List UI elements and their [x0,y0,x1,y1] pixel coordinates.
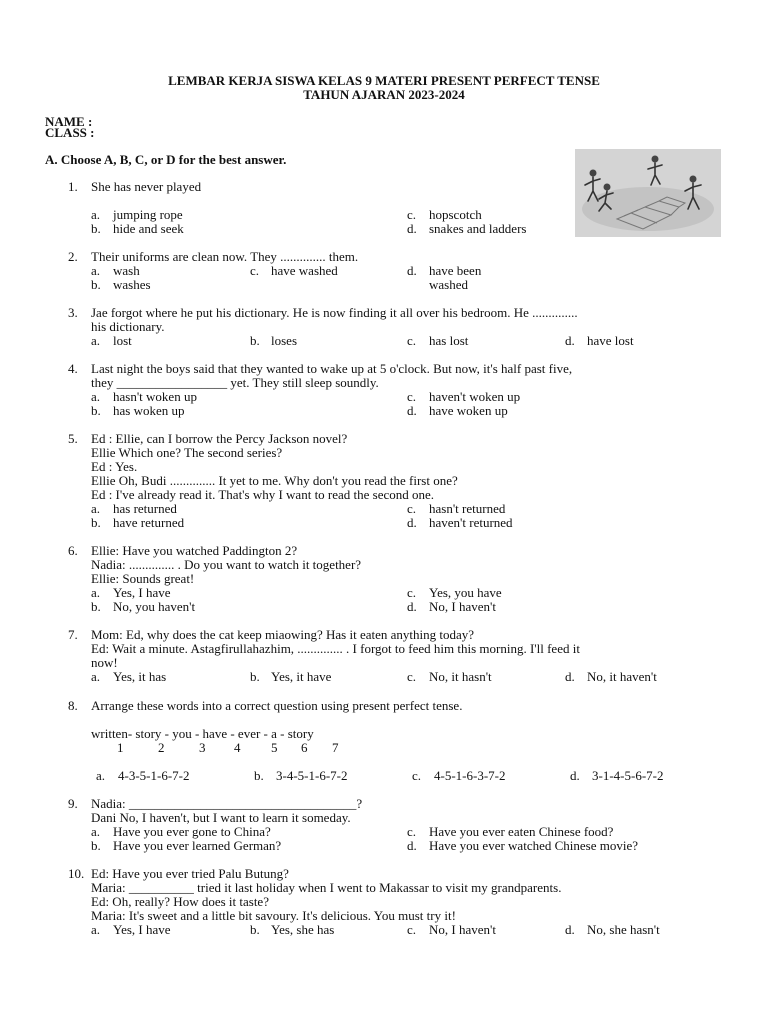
dialogue-line: Ed : I've already read it. That's why I want to read the second one. [91,487,435,502]
question-8-number: 8. [68,698,78,713]
option-text: No, I haven't [429,599,496,614]
dialogue-line: Nadia: .............. . Do you want to watch it together? [91,557,362,572]
option-text: Yes, she has [271,922,335,937]
option-label: b. [91,515,101,530]
option-text: hide and seek [113,221,184,236]
hopscotch-illustration [575,149,721,237]
option-label: a. [91,263,101,278]
option-text: Have you ever eaten Chinese food? [429,824,614,839]
option-label: c. [407,207,417,222]
class-label: CLASS : [45,125,95,140]
option-label: c. [412,768,422,783]
dialogue-line: Maria: It's sweet and a little bit savoury. It's delicious. You must try it! [91,908,456,923]
option-text: have been [429,263,482,278]
option-text: lost [113,333,132,348]
word-number: 7 [332,740,339,755]
option-label: b. [91,277,101,292]
option-label: d. [565,333,575,348]
option-label: d. [407,263,417,278]
dialogue-line: Maria: __________ tried it last holiday when I went to Makassar to visit my grandparents. [91,880,562,895]
option-label: d. [407,221,417,236]
worksheet-subtitle: TAHUN AJARAN 2023-2024 [303,87,465,102]
option-text: No, it hasn't [429,669,492,684]
option-text: snakes and ladders [429,221,527,236]
dialogue-line: Ed: Wait a minute. Astagfirullahazhim, .............. . I forgot to feed him this morning. I'll feed it [91,641,580,656]
question-7-number: 7. [68,627,78,642]
option-text-continued: washed [429,277,468,292]
option-text: have woken up [429,403,508,418]
option-label: d. [407,515,417,530]
option-text: No, you haven't [113,599,196,614]
question-5-number: 5. [68,431,78,446]
dialogue-line: Ellie: Sounds great! [91,571,195,586]
option-text: Yes, I have [113,585,171,600]
option-text: has lost [429,333,469,348]
question-4-text-continued: they _________________ yet. They still sleep soundly. [91,375,379,390]
option-label: a. [91,501,101,516]
option-label: b. [91,599,101,614]
option-label: a. [91,389,101,404]
option-text: hasn't woken up [113,389,197,404]
option-text: haven't woken up [429,389,521,404]
option-label: c. [407,922,417,937]
option-label: d. [565,669,575,684]
option-label: b. [91,221,101,236]
question-4-number: 4. [68,361,78,376]
word-number: 5 [271,740,278,755]
option-text: No, it haven't [587,669,657,684]
option-text: Yes, I have [113,922,171,937]
dialogue-line: Nadia: ___________________________________? [91,796,363,811]
question-4-text: Last night the boys said that they wanted to wake up at 5 o'clock. But now, it's half past five, [91,361,573,376]
option-label: a. [91,824,101,839]
option-label: a. [96,768,106,783]
dialogue-line: Ed: Oh, really? How does it taste? [91,894,269,909]
option-label: b. [250,669,260,684]
option-text: hasn't returned [429,501,506,516]
option-text: have lost [587,333,634,348]
question-10-number: 10. [68,866,85,881]
option-label: b. [91,403,101,418]
option-text: Have you ever learned German? [113,838,282,853]
option-text: have returned [113,515,185,530]
option-label: c. [407,824,417,839]
option-text: loses [271,333,297,348]
question-6-number: 6. [68,543,78,558]
option-text: Yes, it has [113,669,167,684]
question-8-text: Arrange these words into a correct question using present perfect tense. [91,698,463,713]
option-label: d. [570,768,580,783]
dialogue-line: Ellie Oh, Budi .............. It yet to me. Why don't you read the first one? [91,473,458,488]
option-label: d. [407,838,417,853]
option-text: Yes, you have [429,585,502,600]
option-label: c. [250,263,260,278]
option-label: c. [407,333,417,348]
option-label: d. [407,403,417,418]
word-number: 3 [199,740,206,755]
option-label: d. [565,922,575,937]
option-label: d. [407,599,417,614]
question-3-number: 3. [68,305,78,320]
option-text: Have you ever watched Chinese movie? [429,838,639,853]
option-text: wash [113,263,140,278]
option-text: Yes, it have [271,669,332,684]
dialogue-line: Ed : Ellie, can I borrow the Percy Jackson novel? [91,431,348,446]
option-text: jumping rope [113,207,183,222]
option-text: Have you ever gone to China? [113,824,271,839]
dialogue-line: Mom: Ed, why does the cat keep miaowing? Has it eaten anything today? [91,627,475,642]
dialogue-line: Dani No, I haven't, but I want to learn it someday. [91,810,351,825]
option-text: have washed [271,263,338,278]
dialogue-line: Ed : Yes. [91,459,138,474]
option-label: a. [91,922,101,937]
option-text: 4-5-1-6-3-7-2 [434,768,506,783]
option-label: c. [407,501,417,516]
dialogue-line: now! [91,655,118,670]
question-3-text-continued: his dictionary. [91,319,165,334]
option-text: 3-1-4-5-6-7-2 [592,768,664,783]
word-number: 2 [158,740,165,755]
question-2-text: Their uniforms are clean now. They .............. them. [91,249,359,264]
option-label: b. [91,838,101,853]
option-text: has woken up [113,403,185,418]
worksheet-title: LEMBAR KERJA SISWA KELAS 9 MATERI PRESENT PERFECT TENSE [168,73,600,88]
word-number: 4 [234,740,241,755]
option-text: No, she hasn't [587,922,660,937]
question-3-text: Jae forgot where he put his dictionary. He is now finding it all over his bedroom. He .............. [91,305,578,320]
option-label: a. [91,333,101,348]
option-text: has returned [113,501,177,516]
question-1-text: She has never played [91,179,202,194]
option-text: 4-3-5-1-6-7-2 [118,768,190,783]
option-text: hopscotch [429,207,482,222]
dialogue-line: Ellie Which one? The second series? [91,445,283,460]
question-2-number: 2. [68,249,78,264]
word-number: 6 [301,740,308,755]
word-number: 1 [117,740,124,755]
option-text: haven't returned [429,515,513,530]
option-text: No, I haven't [429,922,496,937]
option-label: b. [250,922,260,937]
section-heading: A. Choose A, B, C, or D for the best answer. [45,152,287,167]
option-label: a. [91,669,101,684]
name-label: NAME : [45,114,93,129]
option-label: c. [407,389,417,404]
option-text: 3-4-5-1-6-7-2 [276,768,348,783]
option-label: c. [407,585,417,600]
dialogue-line: Ed: Have you ever tried Palu Butung? [91,866,289,881]
option-label: b. [254,768,264,783]
word-list: written- story - you - have - ever - a - story [91,726,314,741]
option-label: a. [91,585,101,600]
option-text: washes [113,277,151,292]
question-9-number: 9. [68,796,78,811]
question-1-number: 1. [68,179,78,194]
option-label: a. [91,207,101,222]
option-label: b. [250,333,260,348]
option-label: c. [407,669,417,684]
dialogue-line: Ellie: Have you watched Paddington 2? [91,543,298,558]
